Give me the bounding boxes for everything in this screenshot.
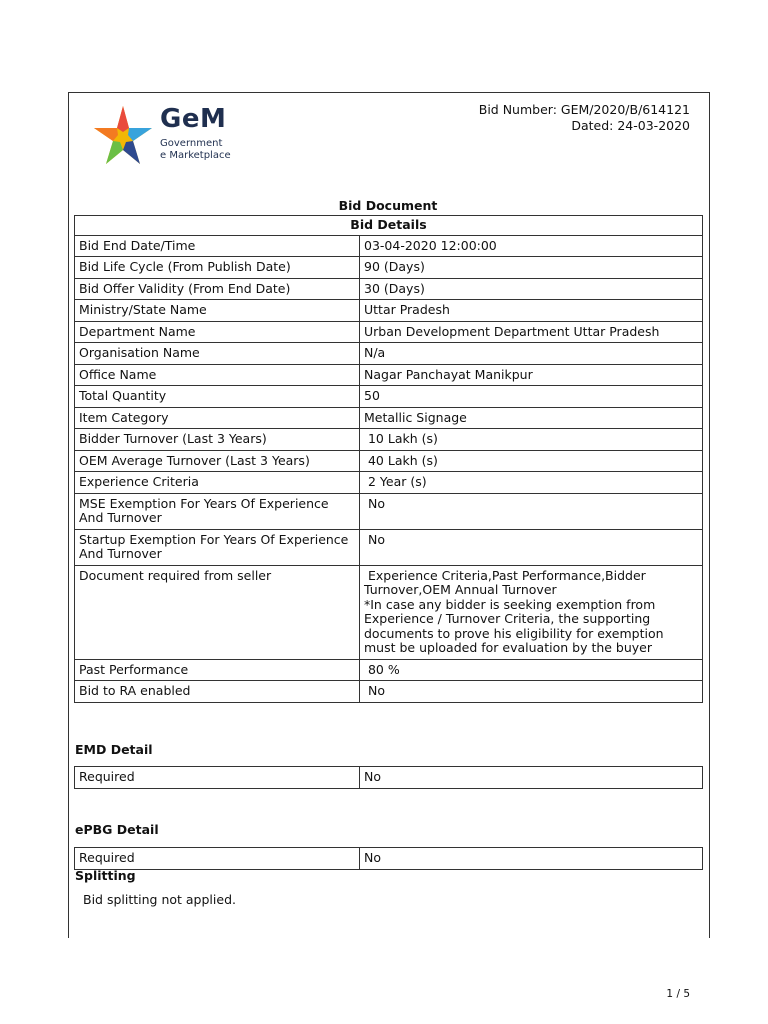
field-label: OEM Average Turnover (Last 3 Years) [75, 450, 360, 472]
bid-number: Bid Number: GEM/2020/B/614121 [478, 102, 690, 117]
epbg-required-value: No [360, 848, 703, 870]
field-value: 50 [360, 386, 703, 408]
field-label: Bid End Date/Time [75, 235, 360, 257]
document-title: Bid Document [338, 198, 438, 213]
table-row [75, 407, 703, 429]
table-row [75, 343, 703, 365]
field-label: Bid Life Cycle (From Publish Date) [75, 257, 360, 279]
table-row [75, 450, 703, 472]
field-label: Ministry/State Name [75, 300, 360, 322]
table-row [75, 659, 703, 681]
table-row [75, 429, 703, 451]
field-label: Organisation Name [75, 343, 360, 365]
field-label: Past Performance [75, 659, 360, 681]
field-value: Experience Criteria,Past Performance,Bidder Turnover,OEM Annual Turnover *In case any bidder is seeking exemption from Experience / Turnover Criteria, the supporting documents to prove his eligibility for exemption must be uploaded for evaluation by the buyer [360, 565, 703, 659]
field-value: 30 (Days) [360, 278, 703, 300]
field-value: Urban Development Department Uttar Pradesh [360, 321, 703, 343]
gem-star-icon [90, 102, 156, 168]
emd-required-value: No [360, 767, 703, 789]
field-label: Department Name [75, 321, 360, 343]
bid-details-table [74, 215, 703, 703]
field-value: No [360, 493, 703, 529]
epbg-required-label: Required [75, 848, 360, 870]
bid-info [479, 102, 690, 134]
field-label: Bidder Turnover (Last 3 Years) [75, 429, 360, 451]
field-label: Total Quantity [75, 386, 360, 408]
table-row [75, 472, 703, 494]
epbg-heading: ePBG Detail [75, 822, 159, 837]
table-row [75, 529, 703, 565]
table-row [75, 257, 703, 279]
field-value: 03-04-2020 12:00:00 [360, 235, 703, 257]
table-row [75, 386, 703, 408]
emd-required-label: Required [75, 767, 360, 789]
field-label: Bid to RA enabled [75, 681, 360, 703]
field-value: Uttar Pradesh [360, 300, 703, 322]
splitting-heading: Splitting [75, 868, 136, 883]
table-row [75, 681, 703, 703]
field-label: Document required from seller [75, 565, 360, 659]
table-row [75, 565, 703, 659]
field-label: Office Name [75, 364, 360, 386]
table-row [75, 300, 703, 322]
table-row [75, 364, 703, 386]
emd-heading: EMD Detail [75, 742, 153, 757]
field-value: Metallic Signage [360, 407, 703, 429]
page-number: 1 / 5 [666, 988, 690, 1000]
table-row [75, 278, 703, 300]
gem-logo [90, 102, 240, 168]
bid-dated: Dated: 24-03-2020 [571, 118, 690, 133]
field-label: Startup Exemption For Years Of Experience And Turnover [75, 529, 360, 565]
logo-subtitle-1: Government [160, 138, 223, 149]
table-row [75, 767, 703, 789]
field-value: 10 Lakh (s) [360, 429, 703, 451]
emd-table [74, 766, 703, 789]
field-label: MSE Exemption For Years Of Experience And Turnover [75, 493, 360, 529]
field-value: Nagar Panchayat Manikpur [360, 364, 703, 386]
field-value: No [360, 681, 703, 703]
splitting-text: Bid splitting not applied. [83, 892, 236, 907]
field-value: 90 (Days) [360, 257, 703, 279]
table-row [75, 848, 703, 870]
logo-wordmark: GeM [160, 104, 227, 134]
field-value: No [360, 529, 703, 565]
bid-details-heading: Bid Details [75, 216, 703, 236]
epbg-table [74, 847, 703, 870]
field-label: Bid Offer Validity (From End Date) [75, 278, 360, 300]
field-label: Item Category [75, 407, 360, 429]
table-row [75, 493, 703, 529]
field-value: 80 % [360, 659, 703, 681]
field-value: 40 Lakh (s) [360, 450, 703, 472]
field-value: 2 Year (s) [360, 472, 703, 494]
table-row [75, 321, 703, 343]
field-value: N/a [360, 343, 703, 365]
table-row [75, 235, 703, 257]
field-label: Experience Criteria [75, 472, 360, 494]
logo-subtitle-2: e Marketplace [160, 150, 231, 161]
